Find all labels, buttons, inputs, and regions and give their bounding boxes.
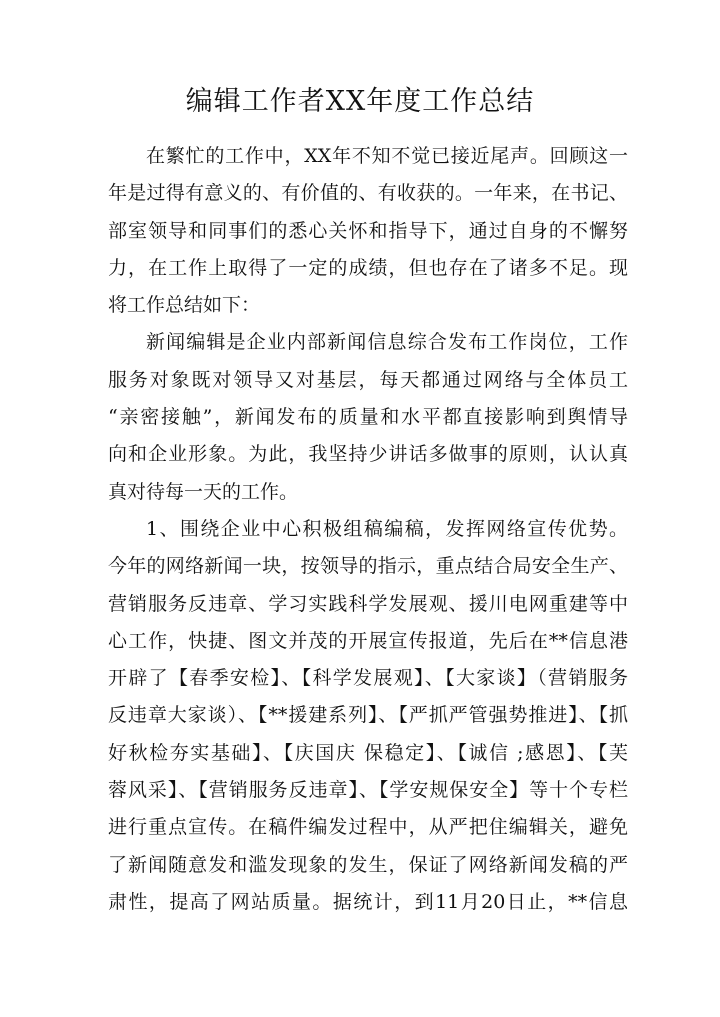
text-line: 了新闻随意发和滥发现象的发生，保证了网络新闻发稿的严 [108,853,628,876]
text-line: 服务对象既对领导又对基层，每天都通过网络与全体员工 [108,368,628,391]
text-line: 1、围绕企业中心积极组稿编稿，发挥网络宣传优势。 [146,517,628,540]
text-line: 在繁忙的工作中，XX年不知不觉已接近尾声。回顾这一 [146,145,628,167]
text-line: 肃性，提高了网站质量。据统计，到11月20日止，**信息 [108,890,628,913]
text-line: 今年的网络新闻一块，按领导的指示，重点结合局安全生产、 [108,555,628,578]
text-line: 新闻编辑是企业内部新闻信息综合发布工作岗位，工作 [146,331,628,354]
document-title: 编辑工作者XX年度工作总结 [185,86,535,117]
text-line: 好秋检夯实基础】、【庆国庆 保稳定】、【诚信 ;感恩】、【芙 [108,741,628,764]
text-line: 进行重点宣传。在稿件编发过程中，从严把住编辑关，避免 [108,816,628,839]
text-line: 部室领导和同事们的悉心关怀和指导下，通过自身的不懈努 [108,219,628,242]
text-line: 力，在工作上取得了一定的成绩，但也存在了诸多不足。现 [108,256,628,279]
text-line: 蓉风采】、【营销服务反违章】、【学安规保安全】等十个专栏 [108,779,628,802]
document-body [108,138,628,921]
text-line: 真对待每一天的工作。 [108,480,299,503]
text-line: 开辟了【春季安检】、【科学发展观】、【大家谈】（营销服务 [108,667,628,690]
text-line: “亲密接触”，新闻发布的质量和水平都直接影响到舆情导 [108,406,628,429]
text-line: 将工作总结如下： [108,294,261,317]
text-line: 向和企业形象。为此，我坚持少讲话多做事的原则，认认真 [108,443,628,466]
text-line: 营销服务反违章、学习实践科学发展观、援川电网重建等中 [108,592,628,615]
text-line: 反违章大家谈）、【**援建系列】、【严抓严管强势推进】、【抓 [108,704,628,727]
text-line: 年是过得有意义的、有价值的、有收获的。一年来，在书记、 [108,182,628,205]
text-line: 心工作，快捷、图文并茂的开展宣传报道，先后在**信息港 [108,629,628,652]
